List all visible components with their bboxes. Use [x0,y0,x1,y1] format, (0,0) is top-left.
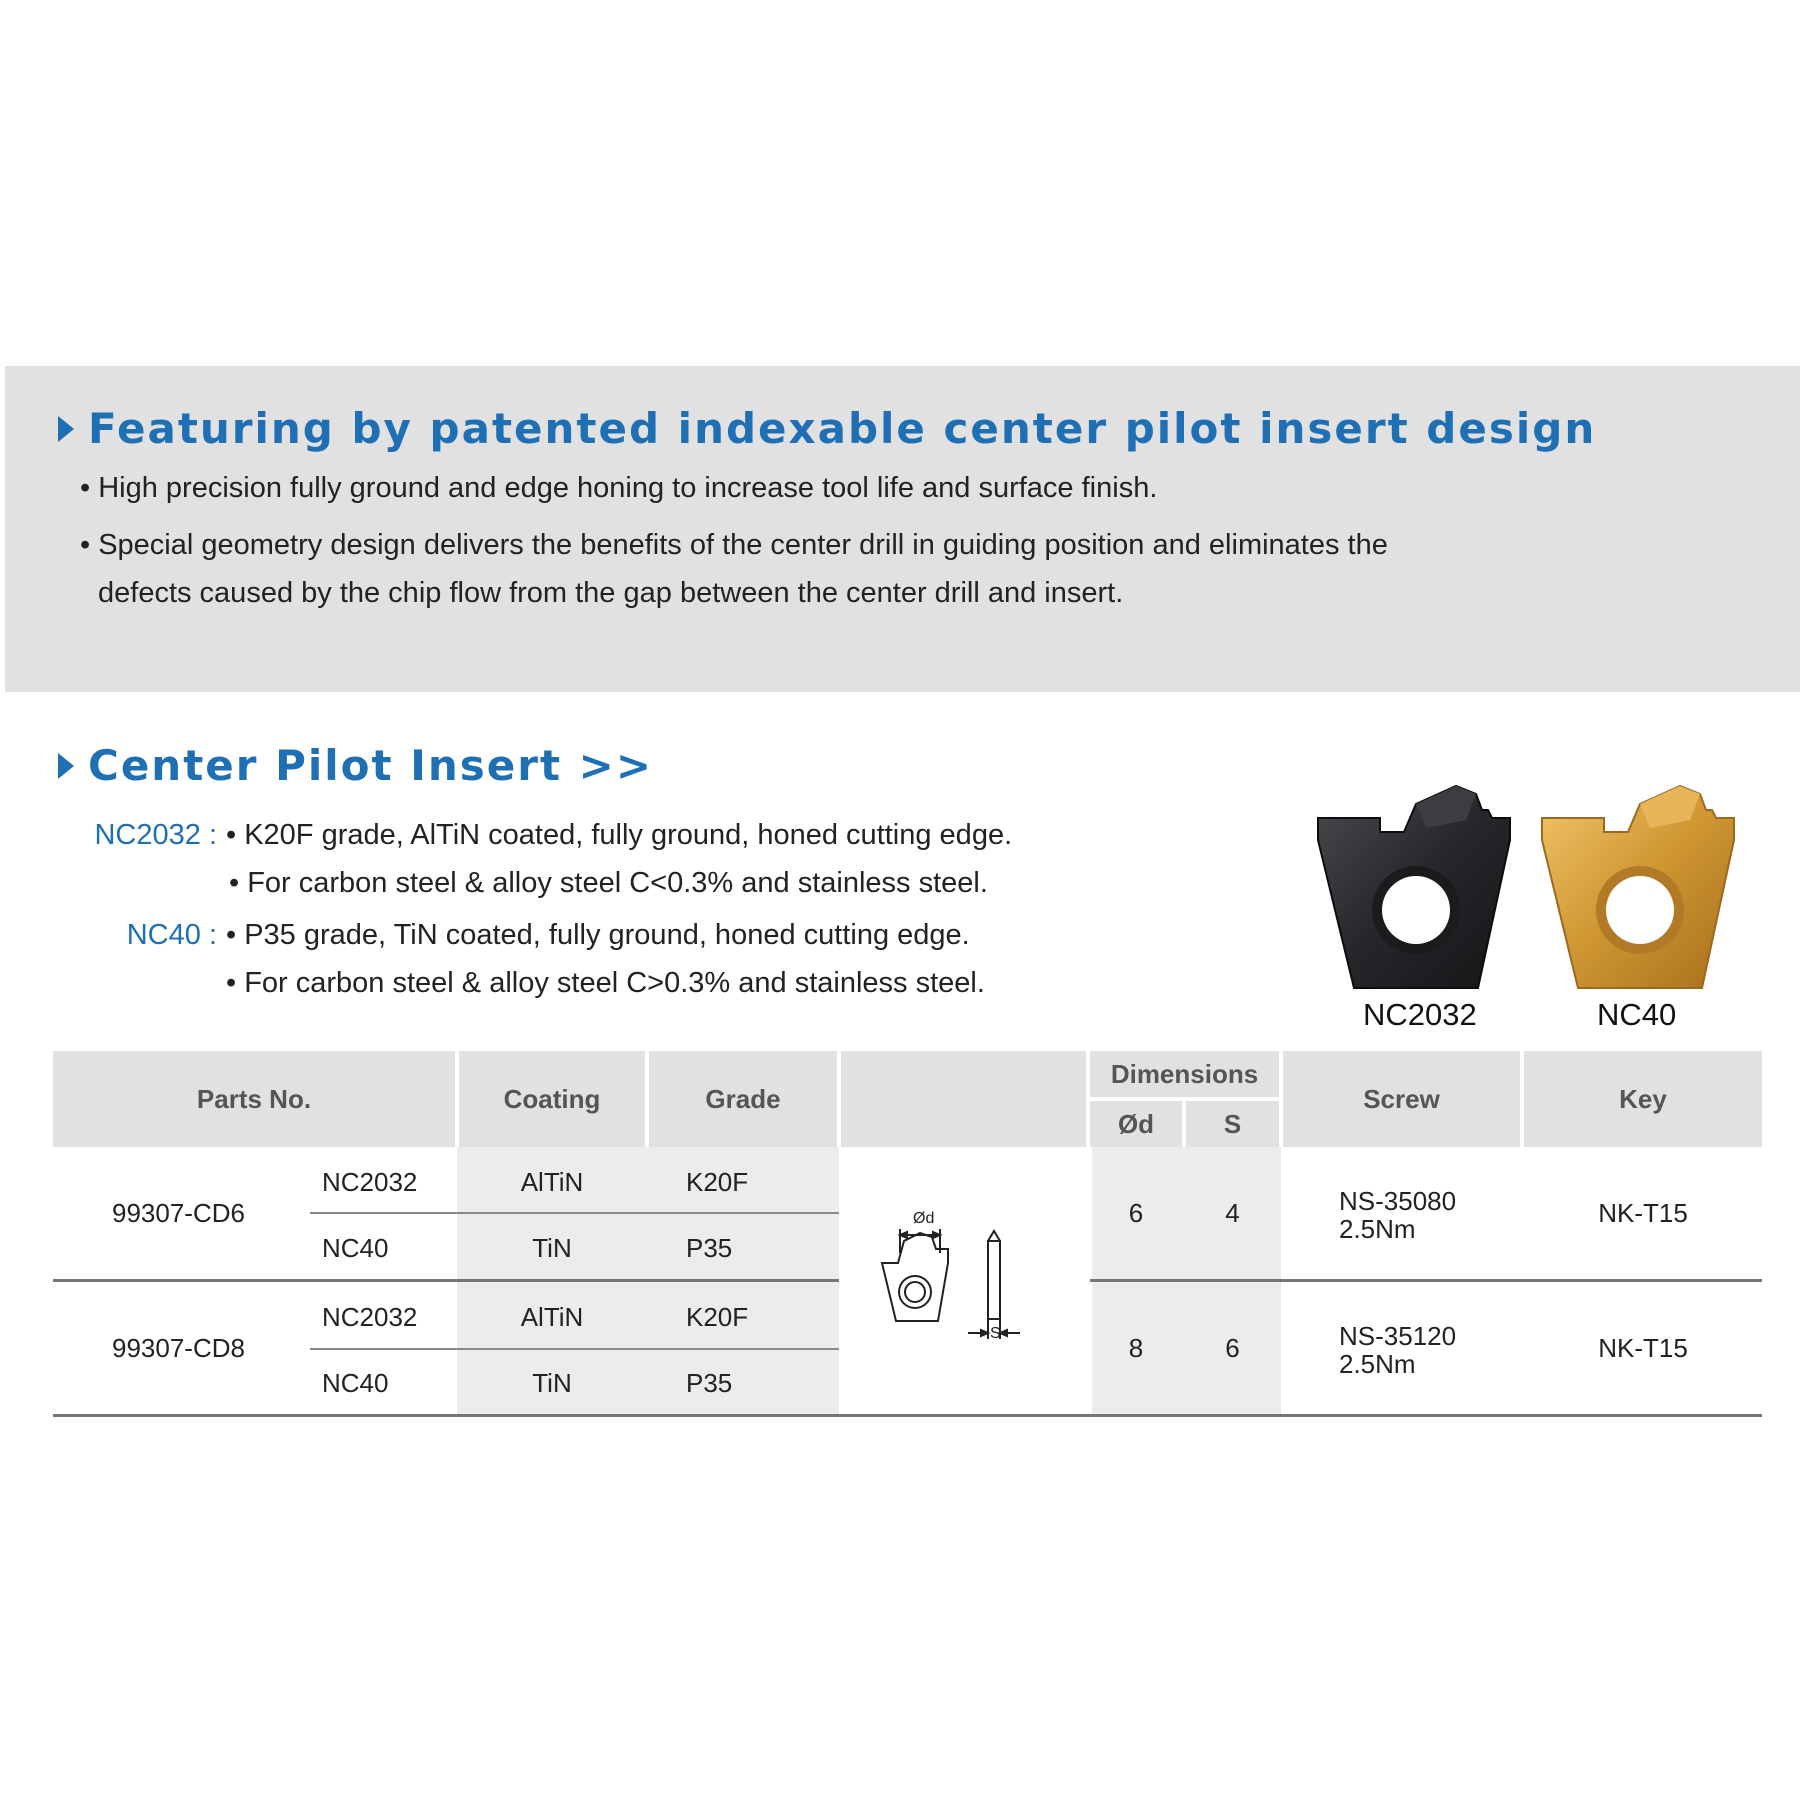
table-row: 99307-CD8 [112,1333,245,1363]
screw-cell [1339,1187,1456,1243]
s-cell: 6 [1225,1333,1240,1363]
grade-nc40-line-1: • P35 grade, TiN coated, fully ground, honed cutting edge. [226,919,970,951]
insert-heading [58,741,653,790]
grade-cell: P35 [686,1367,733,1398]
key-cell: NK-T15 [1598,1198,1688,1228]
row-divider [310,1212,839,1214]
table-row: 99307-CD6 [112,1198,245,1228]
header-od: Ød [1090,1101,1182,1147]
coating-cell: TiN [532,1367,572,1398]
screw-cell [1339,1322,1456,1378]
insert-caption-nc2032: NC2032 [1363,997,1477,1032]
coating-cell: TiN [532,1232,572,1263]
od-cell: 6 [1128,1198,1144,1228]
diagram-s-label: S [990,1325,1001,1342]
screw-name: NS-35080 [1339,1186,1457,1216]
key-cell: NK-T15 [1598,1333,1688,1363]
header-key: Key [1524,1051,1762,1147]
screw-name: NS-35120 [1339,1321,1457,1351]
variant-cell: NC40 [322,1232,389,1263]
insert-image-nc40 [1540,780,1736,990]
header-s: S [1186,1101,1279,1147]
header-screw: Screw [1283,1051,1520,1147]
feature-bullet-2-cont: defects caused by the chip flow from the gap between the center drill and insert. [98,577,1124,609]
coating-cell: AlTiN [520,1301,584,1332]
grade-nc40-line-2: • For carbon steel & alloy steel C>0.3% and stainless steel. [226,967,985,999]
diagram-od-label: Ød [913,1210,935,1227]
insert-image-nc2032 [1316,780,1512,990]
screw-torque: 2.5Nm [1339,1214,1416,1244]
header-dimensions: Dimensions [1090,1051,1279,1097]
insert-dimension-diagram [870,1195,1070,1355]
grade-cell: K20F [686,1166,749,1197]
feature-bullet-2: • Special geometry design delivers the benefits of the center drill in guiding position and eliminates the [80,529,1388,561]
variant-cell: NC2032 [322,1301,418,1332]
screw-torque: 2.5Nm [1339,1349,1416,1379]
header-coating: Coating [459,1051,645,1147]
grade-cell: K20F [686,1301,749,1332]
insert-caption-nc40: NC40 [1597,997,1677,1032]
grade-nc2032-line-2: • For carbon steel & alloy steel C<0.3% and stainless steel. [229,867,988,899]
grade-label-nc40: NC40 : [126,919,217,951]
insert-heading-text: Center Pilot Insert >> [88,741,654,790]
triangle-bullet-icon [58,753,74,779]
row-divider [310,1348,839,1350]
od-cell: 8 [1128,1333,1144,1363]
feature-heading [58,404,1596,453]
variant-cell: NC2032 [322,1166,418,1197]
header-grade: Grade [649,1051,837,1147]
table-bottom-line [53,1414,1762,1417]
feature-heading-text: Featuring by patented indexable center pilot insert design [88,404,1597,453]
grade-label-nc2032: NC2032 : [94,819,217,851]
grade-nc2032-line-1: • K20F grade, AlTiN coated, fully ground, honed cutting edge. [226,819,1013,851]
feature-bullet-1: • High precision fully ground and edge honing to increase tool life and surface finish. [80,472,1158,504]
triangle-bullet-icon [58,416,74,442]
variant-cell: NC40 [322,1367,389,1398]
s-cell: 4 [1225,1198,1240,1228]
header-parts-no: Parts No. [53,1051,455,1147]
grade-cell: P35 [686,1232,733,1263]
header-diagram [841,1051,1086,1147]
coating-cell: AlTiN [520,1166,584,1197]
